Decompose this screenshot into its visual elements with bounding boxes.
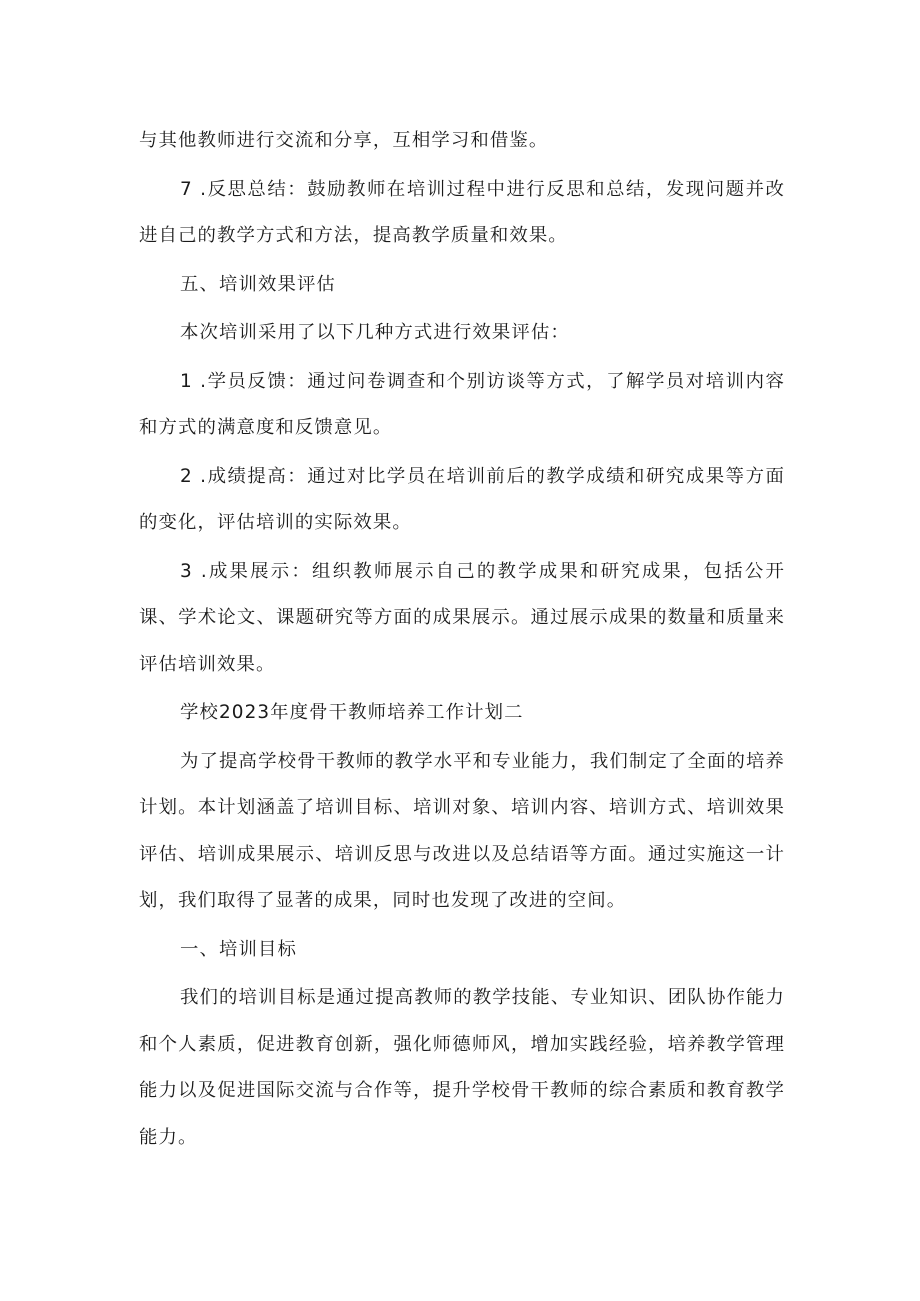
paragraph-evaluation-intro: 本次培训采用了以下几种方式进行效果评估： <box>180 322 570 343</box>
paragraph-item-1-feedback: 1 .学员反馈：通过问卷调查和个别访谈等方式，了解学员对培训内容和方式的满意度和反馈意见。 <box>139 370 785 438</box>
section-heading-evaluation: 五、培训效果评估 <box>180 273 336 295</box>
document-subtitle-plan-two: 学校2023年度骨干教师培养工作计划二 <box>180 702 524 723</box>
document-body <box>139 118 785 1163</box>
paragraph-item-3-showcase: 3 .成果展示：组织教师展示自己的教学成果和研究成果，包括公开课、学术论文、课题研究等方面的成果展示。通过展示成果的数量和质量来评估培训效果。 <box>139 560 785 675</box>
section-heading-goals: 一、培训目标 <box>180 938 297 960</box>
paragraph-continuation: 与其他教师进行交流和分享，互相学习和借鉴。 <box>139 130 549 151</box>
paragraph-item-2-scores: 2 .成绩提高：通过对比学员在培训前后的教学成绩和研究成果等方面的变化，评估培训的实际效果。 <box>139 465 785 533</box>
paragraph-goals: 我们的培训目标是通过提高教师的教学技能、专业知识、团队协作能力和个人素质，促进教育创新，强化师德师风，增加实践经验，培养教学管理能力以及促进国际交流与合作等，提升学校骨干教师的综合素质和教育教学能力。 <box>139 987 785 1148</box>
paragraph-item-7-reflection: 7 .反思总结：鼓励教师在培训过程中进行反思和总结，发现问题并改进自己的教学方式和方法，提高教学质量和效果。 <box>139 178 785 246</box>
paragraph-plan-intro: 为了提高学校骨干教师的教学水平和专业能力，我们制定了全面的培养计划。本计划涵盖了培训目标、培训对象、培训内容、培训方式、培训效果评估、培训成果展示、培训反思与改进以及总结语等方面。通过实施这一计划，我们取得了显著的成果，同时也发现了改进的空间。 <box>139 750 785 911</box>
